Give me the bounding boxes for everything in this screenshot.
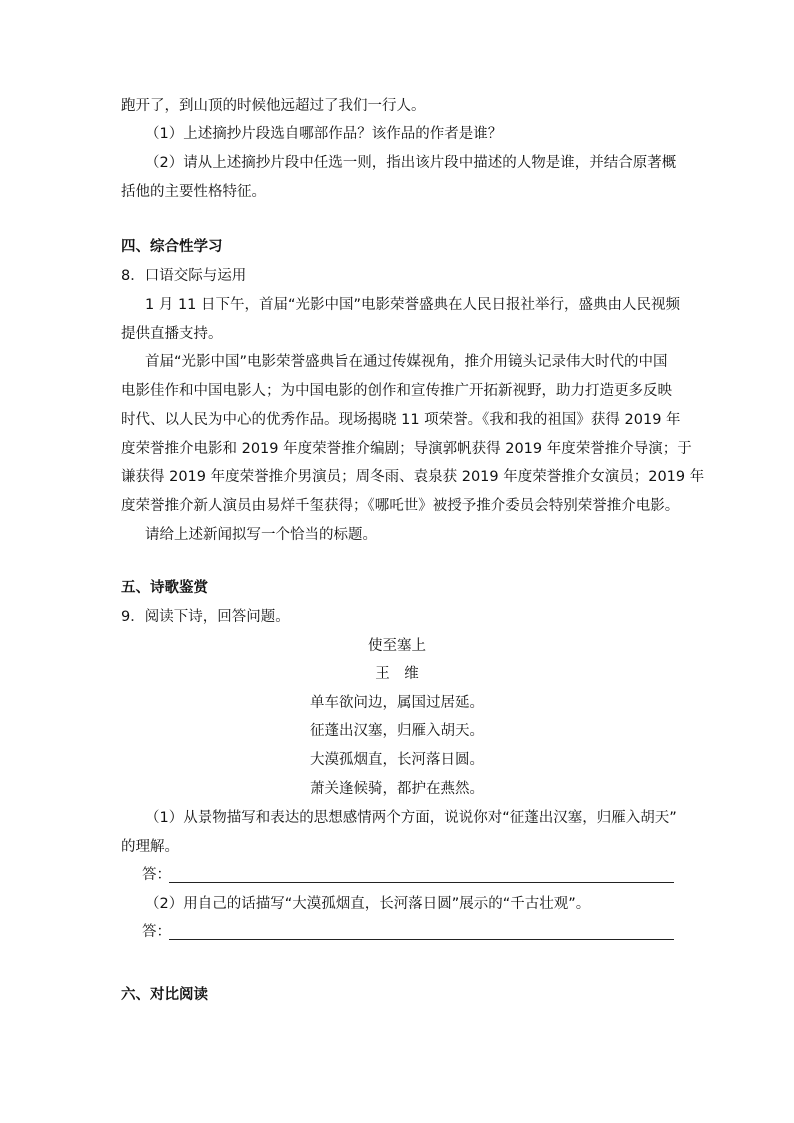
news-para-2-line-5: 谦获得 2019 年度荣誉推介男演员；周冬雨、袁泉获 2019 年度荣誉推介女演员；2019 年 <box>121 469 705 485</box>
question-2-line-2: 括他的主要性格特征。 <box>121 184 266 200</box>
news-para-2-line-2: 电影佳作和中国电影人；为中国电影的创作和宣传推广开拓新视野，助力打造更多反映 <box>121 383 672 399</box>
poem-author: 王 维 <box>375 666 419 682</box>
section-6-heading: 六、对比阅读 <box>121 987 208 1003</box>
answer-2-label: 答： <box>142 924 171 940</box>
news-para-2-line-1: 首届“光影中国”电影荣誉盛典旨在通过传媒视角，推介用镜头记录伟大时代的中国 <box>145 354 668 370</box>
poem-line-3: 大漠孤烟直，长河落日圆。 <box>310 752 484 768</box>
answer-2-line[interactable] <box>169 939 674 940</box>
section-5-heading: 五、诗歌鉴赏 <box>121 580 208 596</box>
poem-question-1-line-2: 的理解。 <box>121 839 179 855</box>
news-task: 请给上述新闻拟写一个恰当的标题。 <box>145 527 377 543</box>
news-para-2-line-6: 度荣誉推介新人演员由易烊千玺获得；《哪吒世》被授予推介委员会特别荣誉推介电影。 <box>121 498 680 514</box>
news-para-2-line-4: 度荣誉推介电影和 2019 年度荣誉推介编剧；导演郭帆获得 2019 年度荣誉推介导演；于 <box>121 441 692 457</box>
poem-line-4: 萧关逢候骑，都护在燕然。 <box>310 781 484 797</box>
question-1: （1）上述摘抄片段选自哪部作品？该作品的作者是谁？ <box>145 126 503 142</box>
answer-1-label: 答： <box>142 867 171 883</box>
poem-line-1: 单车欲问边，属国过居延。 <box>310 695 484 711</box>
question-2-line-1: （2）请从上述摘抄片段中任选一则，指出该片段中描述的人物是谁，并结合原著概 <box>145 155 677 171</box>
news-para-2-line-3: 时代、以人民为中心的优秀作品。现场揭晓 11 项荣誉。《我和我的祖国》获得 2019 年 <box>121 412 681 428</box>
news-para-1-line-1: 1 月 11 日下午，首届“光影中国”电影荣誉盛典在人民日报社举行，盛典由人民视频 <box>145 297 681 313</box>
item-9-label: 9．阅读下诗，回答问题。 <box>121 609 290 625</box>
section-4-heading: 四、综合性学习 <box>121 239 223 255</box>
poem-line-2: 征蓬出汉塞，归雁入胡天。 <box>310 723 484 739</box>
answer-1-line[interactable] <box>169 882 674 883</box>
poem-question-2: （2）用自己的话描写“大漠孤烟直，长河落日圆”展示的“千古壮观”。 <box>145 896 591 912</box>
poem-question-1-line-1: （1）从景物描写和表达的思想感情两个方面，说说你对“征蓬出汉塞，归雁入胡天” <box>145 810 677 826</box>
news-para-1-line-2: 提供直播支持。 <box>121 326 223 342</box>
continuation-line: 跑开了，到山顶的时候他远超过了我们一行人。 <box>121 98 426 114</box>
item-8-label: 8．口语交际与运用 <box>121 268 247 284</box>
poem-title: 使至塞上 <box>368 638 426 654</box>
